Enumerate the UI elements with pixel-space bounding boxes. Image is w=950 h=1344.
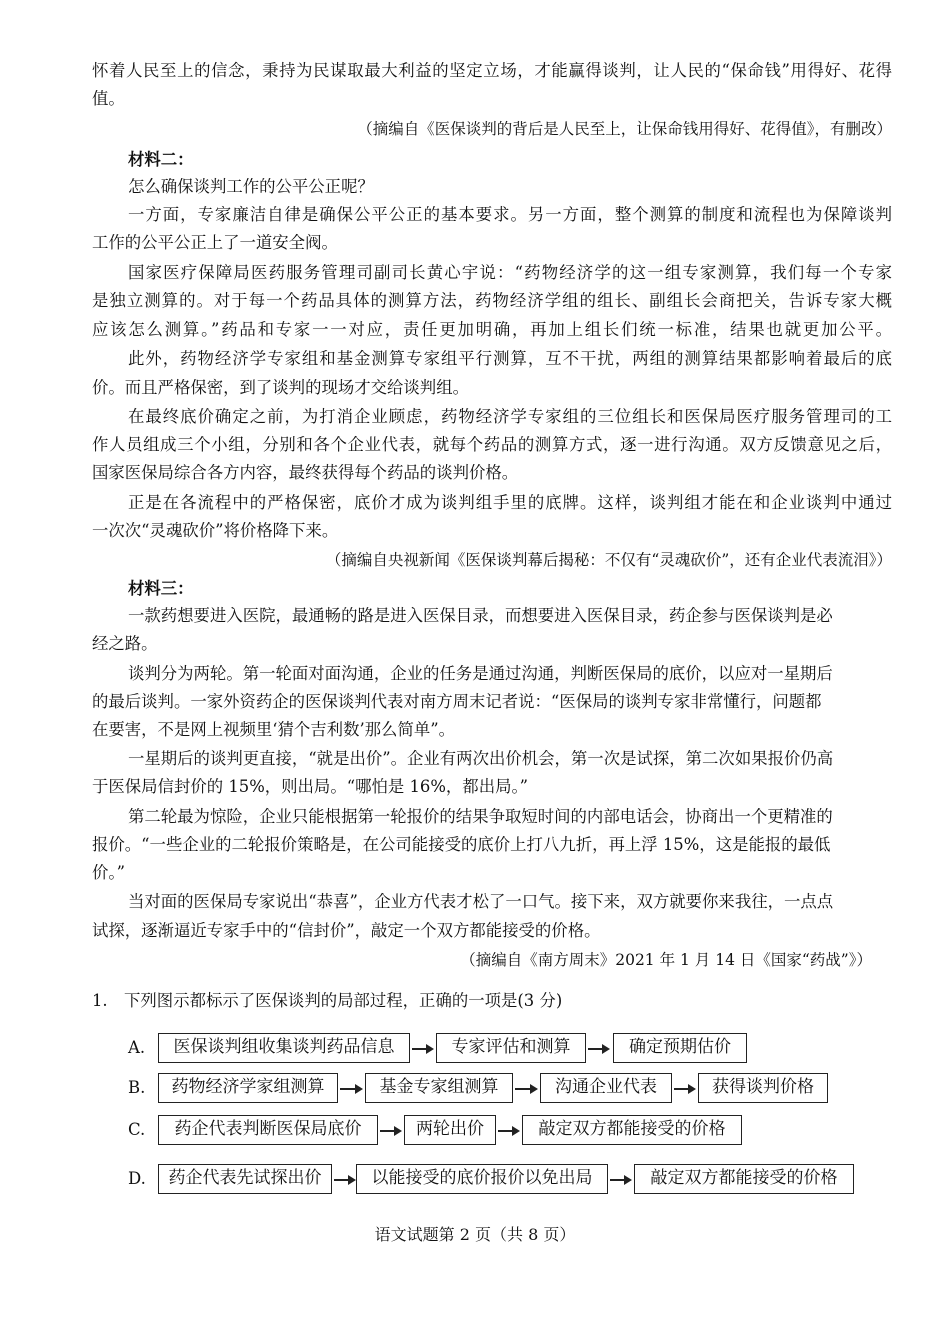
text-line: 一次次“灵魂砍价”将价格降下来。 (92, 521, 339, 540)
text-line: 国家医保局综合各方内容，最终获得每个药品的谈判价格。 (92, 463, 519, 482)
page-footer: 语文试题第 2 页（共 8 页） (374, 1225, 576, 1244)
option-label-a[interactable]: A. (128, 1038, 146, 1057)
flow-arrow (674, 1088, 694, 1090)
flow-step: 专家评估和测算 (436, 1033, 586, 1063)
flow-step: 药物经济学家组测算 (158, 1073, 338, 1103)
flow-step: 基金专家组测算 (365, 1073, 513, 1103)
text-line: 国家医疗保障局医药服务管理司副司长黄心宇说：“药物经济学的这一组专家测算，我们每一个专家 (128, 263, 892, 282)
text-line: 当对面的医保局专家说出“恭喜”，企业方代表才松了一口气。接下来，双方就要你来我往，一点点 (128, 892, 834, 911)
text-line: 怎么确保谈判工作的公平公正呢？ (128, 177, 374, 196)
text-line: 作人员组成三个小组，分别和各个企业代表，就每个药品的测算方式，逐一进行沟通。双方反馈意见之后， (92, 435, 892, 454)
source-citation: （摘编自《医保谈判的背后是人民至上，让保命钱用得好、花得值》，有删改） (357, 120, 892, 138)
flow-step: 药企代表先试探出价 (158, 1164, 332, 1194)
source-citation: （摘编自央视新闻《医保谈判幕后揭秘：不仅有“灵魂砍价”，还有企业代表流泪》） (325, 551, 892, 569)
text-line: 在要害，不是网上视频里‘猜个吉利数’那么简单”。 (92, 720, 456, 739)
flow-arrow (588, 1048, 608, 1050)
text-line: 谈判分为两轮。第一轮面对面沟通，企业的任务是通过沟通，判断医保局的底价，以应对一星期后 (128, 664, 833, 683)
flow-step: 医保谈判组收集谈判药品信息 (158, 1033, 410, 1063)
text-line: 一星期后的谈判更直接，“就是出价”。企业有两次出价机会，第一次是试探，第二次如果报价仍高 (128, 749, 834, 768)
flow-step: 两轮出价 (404, 1115, 496, 1145)
text-line: 价。” (92, 863, 125, 882)
option-label-c[interactable]: C. (128, 1120, 146, 1139)
flow-arrow (610, 1179, 630, 1181)
flow-arrow (380, 1130, 400, 1132)
flow-arrow (515, 1088, 536, 1090)
text-line: 此外，药物经济学专家组和基金测算专家组平行测算，互不干扰，两组的测算结果都影响着最后的底 (128, 349, 892, 368)
text-line: 一方面，专家廉洁自律是确保公平公正的基本要求。另一方面，整个测算的制度和流程也为保障谈判 (128, 205, 892, 224)
flow-step: 获得谈判价格 (698, 1073, 828, 1103)
flow-arrow (412, 1048, 432, 1050)
text-line: 报价。“一些企业的二轮报价策略是，在公司能接受的底价上打八九折，再上浮 15%，这是能报的最低 (92, 835, 831, 854)
text-line: 试探，逐渐逼近专家手中的“信封价”，敲定一个双方都能接受的价格。 (92, 921, 601, 940)
text-line: 在最终底价确定之前，为打消企业顾虑，药物经济学专家组的三位组长和医保局医疗服务管理司的工 (128, 407, 892, 426)
text-line: 第二轮最为惊险，企业只能根据第一轮报价的结果争取短时间的内部电话会，协商出一个更精准的 (128, 807, 833, 826)
text-line: 怀着人民至上的信念，秉持为民谋取最大利益的坚定立场，才能赢得谈判，让人民的“保命钱”用得好、花得 (92, 61, 892, 80)
flow-step: 敲定双方都能接受的价格 (634, 1164, 854, 1194)
text-line: 工作的公平公正上了一道安全阀。 (92, 233, 338, 252)
text-line: 价。而且严格保密，到了谈判的现场才交给谈判组。 (92, 378, 469, 397)
option-label-d[interactable]: D. (128, 1169, 146, 1188)
flow-step: 确定预期估价 (613, 1033, 747, 1063)
material-heading: 材料二： (128, 150, 194, 169)
option-label-b[interactable]: B. (128, 1078, 146, 1097)
text-line: 值。 (92, 89, 125, 108)
question-stem: 1. 下列图示都标示了医保谈判的局部过程，正确的一项是(3 分) (92, 991, 563, 1010)
text-line: 应该怎么测算。”药品和专家一一对应，责任更加明确，再加上组长们统一标准，结果也就更加公平。 (92, 320, 892, 339)
material-heading: 材料三： (128, 579, 194, 598)
text-line: 的最后谈判。一家外资药企的医保谈判代表对南方周末记者说：“医保局的谈判专家非常懂行，问题都 (92, 692, 822, 711)
flow-step: 以能接受的底价报价以免出局 (356, 1164, 608, 1194)
flow-step: 沟通企业代表 (540, 1073, 672, 1103)
flow-arrow (498, 1130, 518, 1132)
text-line: 一款药想要进入医院，最通畅的路是进入医保目录，而想要进入医保目录，药企参与医保谈判是必 (128, 606, 833, 625)
flow-arrow (340, 1088, 361, 1090)
text-line: 经之路。 (92, 634, 158, 653)
flow-arrow (334, 1179, 354, 1181)
flow-step: 敲定双方都能接受的价格 (522, 1115, 742, 1145)
text-line: 正是在各流程中的严格保密，底价才成为谈判组手里的底牌。这样，谈判组才能在和企业谈判中通过 (128, 493, 892, 512)
text-line: 是独立测算的。对于每一个药品具体的测算方法，药物经济学组的组长、副组长会商把关，告诉专家大概 (92, 291, 892, 310)
source-citation: （摘编自《南方周末》2021 年 1 月 14 日《国家“药战”》） (460, 951, 872, 969)
text-line: 于医保局信封价的 15%，则出局。“哪怕是 16%，都出局。” (92, 777, 529, 796)
flow-step: 药企代表判断医保局底价 (158, 1115, 378, 1145)
